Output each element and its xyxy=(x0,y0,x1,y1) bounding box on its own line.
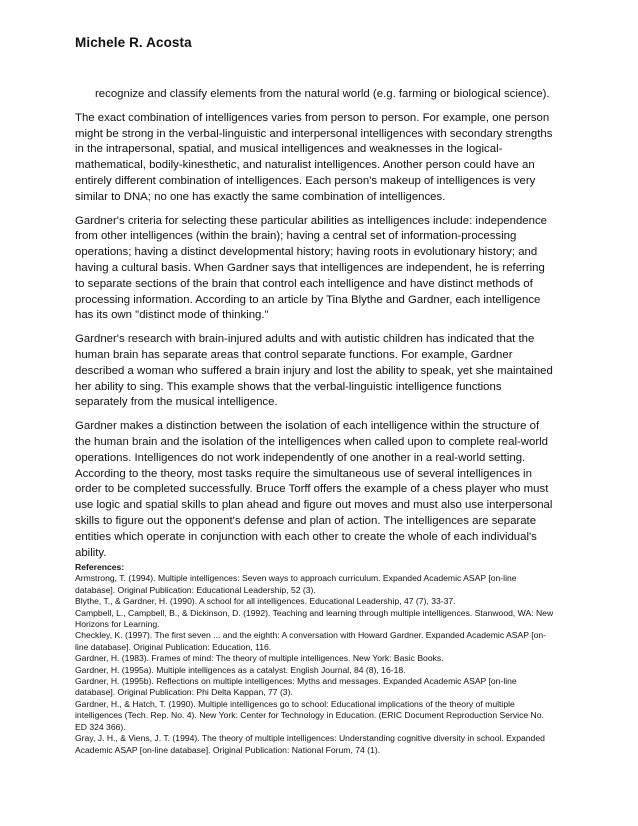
references-section xyxy=(75,562,555,756)
references-title: References: xyxy=(75,562,125,572)
reference-item: Gardner, H. (1983). Frames of mind: The theory of multiple intelligences. New York: Basic Books. xyxy=(75,653,444,664)
references-list xyxy=(75,573,555,756)
paragraph: Gardner's research with brain-injured adults and with autistic children has indicated that the human brain has separate areas that control separate functions. For example, Gardner described a woman who suffered a brain injury and lost the ability to speak, yet she maintained her ability to sing. This example shows that the verbal-linguistic intelligence functions separately from the musical intelligence. xyxy=(75,333,553,409)
paragraph-continuation: recognize and classify elements from the natural world (e.g. farming or biological science). xyxy=(95,88,550,100)
reference-item: Armstrong, T. (1994). Multiple intelligences: Seven ways to approach curriculum. Expanded Academic ASAP [on-line database]. Original Publication: Educational Leadership, 52 (3). xyxy=(75,573,517,595)
reference-item: Gray, J. H., & Viens, J. T. (1994). The theory of multiple intelligences: Understanding cognitive diversity in school. Expanded Academic ASAP [on-line database]. Original Publication: National Forum, 74 (1). xyxy=(75,733,545,755)
reference-item: Gardner, H., & Hatch, T. (1990). Multiple intelligences go to school: Educational implications of the theory of multiple intelligences (Tech. Rep. No. 4). New York: Center for Technology in Education. (ERIC Document Reproduction Service No. ED 324 366). xyxy=(75,698,544,732)
paragraph: The exact combination of intelligences varies from person to person. For example, one person might be strong in the verbal-linguistic and interpersonal intelligences with secondary strengths in the intrapersonal, spatial, and musical intelligences and weaknesses in the logical-mathematical, bodily-kinesthetic, and naturalist intelligences. Another person could have an entirely different combination of intelligences. Each person's makeup of intelligences is very similar to DNA; no one has exactly the same combination of intelligences. xyxy=(75,111,553,203)
reference-item: Gardner, H. (1995a). Multiple intelligences as a catalyst. English Journal, 84 (8), 16-18. xyxy=(75,664,406,675)
reference-item: Gardner, H. (1995b). Reflections on multiple intelligences: Myths and messages. Expanded Academic ASAP [on-line database]. Original Publication: Phi Delta Kappan, 77 (3). xyxy=(75,676,517,698)
reference-item: Blythe, T., & Gardner, H. (1990). A school for all intelligences. Educational Leadership, 47 (7), 33-37. xyxy=(75,596,456,607)
reference-item: Campbell, L., Campbell, B., & Dickinson, D. (1992). Teaching and learning through multiple intelligences. Stanwood, WA: New Horizons for Learning. xyxy=(75,607,554,630)
paragraph: Gardner makes a distinction between the isolation of each intelligence within the structure of the human brain and the isolation of the intelligences when called upon to complete real-world operations. Intelligences do not work independently of one another in a real-world setting. According to the theory, most tasks require the simultaneous use of several intelligences in order to be completed successfully. Bruce Torff offers the example of a chess player who must use logic and spatial skills to plan ahead and figure out moves and must also use interpersonal skills to figure out the opponent's defense and plan of action. The intelligences are separate entities which operate in conjunction with each other to create the whole of each individual's ability. xyxy=(75,420,553,559)
reference-item: Checkley, K. (1997). The first seven ... and the eighth: A conversation with Howard Gardner. Expanded Academic ASAP [on-line database]. Original Publication: Education, 116. xyxy=(75,630,547,652)
paragraph: Gardner's criteria for selecting these particular abilities as intelligences include: independence from other intelligences (within the brain); having a central set of information-processing operations; having a distinct developmental history; having roots in evolutionary history; and having a cultural basis. When Gardner says that intelligences are independent, he is referring to separate sections of the brain that control each intelligence and have distinct methods of processing information. According to an article by Tina Blythe and Gardner, each intelligence has its own "distinct mode of thinking." xyxy=(75,214,547,322)
author-header: Michele R. Acosta xyxy=(75,35,192,50)
body-text xyxy=(75,87,553,569)
